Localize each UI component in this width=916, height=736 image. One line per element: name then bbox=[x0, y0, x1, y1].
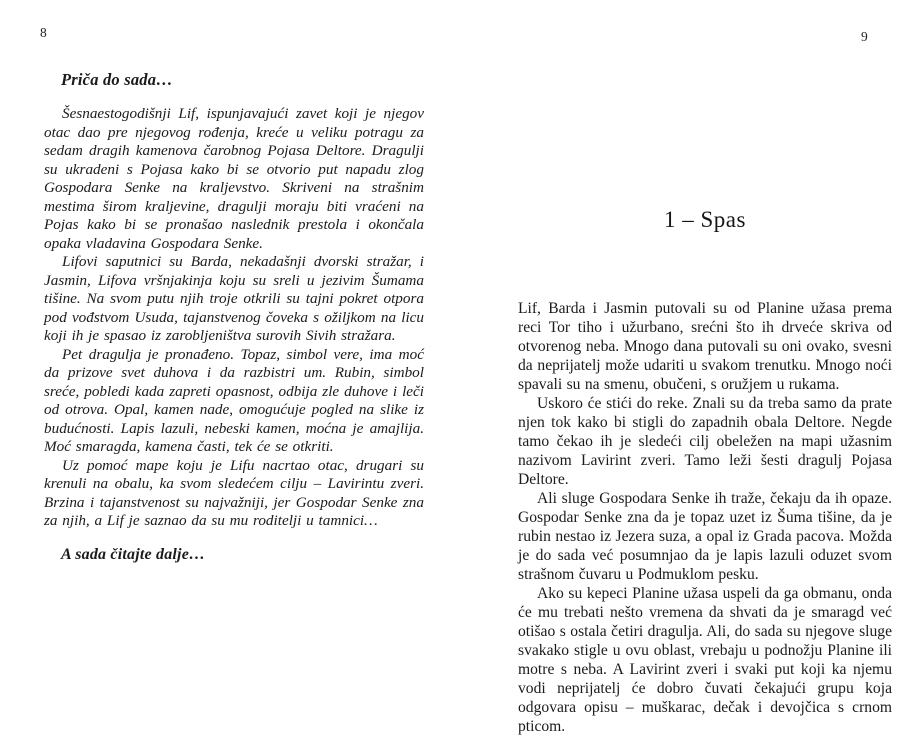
chapter-paragraph-1: Lif, Barda i Jasmin putovali su od Planine užasa prema reci Tor tiho i užurbano, srećni što ih drveće skriva od otvorenog neba. Mnogo dana putovali su oni ovako, svesni da neprijatelj može udariti u svakom trenutku. Mnogo noći spavali su na smenu, obučeni, s oružjem u rukama. bbox=[518, 300, 892, 393]
recap-closing-line: A sada čitajte dalje… bbox=[61, 545, 206, 563]
page-number-right: 9 bbox=[861, 29, 868, 44]
recap-page-text bbox=[44, 70, 424, 564]
recap-paragraph-4: Uz pomoć mape koju je Lifu nacrtao otac, drugari su krenuli na obalu, ka svom sledećem cilju – Lavirintu zveri. Brzina i tajanstvenost su najvažniji, jer Gospodar Senke zna za njih, a Lif je saznao da su mu roditelji u tamnici… bbox=[44, 456, 424, 529]
chapter-paragraph-3: Ali sluge Gospodara Senke ih traže, čekaju da ih opaze. Gospodar Senke zna da je topaz uzet iz Šuma tišine, da je rubin nestao iz Jezera suza, a opal iz Grada pacova. Možda je do sada već posumnjao da je lapis lazuli oduzet svom strašnom čuvaru u Podmuklom pesku. bbox=[518, 490, 892, 583]
recap-paragraph-1: Šesnaestogodišnji Lif, ispunjavajući zavet koji je njegov otac dao pre njegovog rođenja, kreće u veliku potragu za sedam dragih kamenova čarobnog Pojasa Deltore. Dragulji su ukradeni s Pojasa kako bi se otvorio put napadu zlog Gospodara Senke na kraljevstvo. Skriveni na strašnim mestima širom kraljevine, dragulji moraju biti vraćeni na Pojas kako bi se pronašao naslednik prestola i okončala opaka vladavina Gospodara Senke. bbox=[44, 105, 424, 252]
recap-paragraph-2: Lifovi saputnici su Barda, nekadašnji dvorski stražar, i Jasmin, Lifova vršnjakinja koju su sreli u jezivim Šumama tišine. Na svom putu njih troje otkrili su tajni pokret otpora pod vođstvom Usuda, tajanstvenog čoveka s ožiljkom na licu koji ih je spasao iz zarobljeništva surovih Sivih stražara. bbox=[44, 253, 424, 344]
chapter-paragraph-4: Ako su kepeci Planine užasa uspeli da ga obmanu, onda će mu trebati nešto vremena da shvati da je smaragd već otišao s ostala četiri dragulja. Ali, do sada su njegove sluge svakako stigle u ovu oblast, vrebaju u podnožju Planine ili motre s neba. A Lavirint zveri i svaki put koji ka njemu vodi neprijatelj će dobro čuvati čekajući grupu koja odgovara opisu – muškarac, dečak i devojčica s crnom pticom. bbox=[518, 585, 892, 735]
recap-paragraph-3: Pet dragulja je pronađeno. Topaz, simbol vere, ima moć da prizove svet duhova i da razbistri um. Rubin, simbol sreće, pobledi kada zapreti opasnost, odbija zle duhove i leči od otrova. Opal, kamen nade, omogućuje pogled na slike iz budućnosti. Lapis lazuli, nebeski kamen, moćna je amajlija. Moć smaragda, kamena časti, tek će se otkriti. bbox=[44, 345, 424, 455]
chapter-heading: 1 – Spas bbox=[664, 207, 746, 232]
chapter-paragraph-2: Uskoro će stići do reke. Znali su da treba samo da prate njen tok kako bi stigli do zapadnih obala Deltore. Negde tamo čekao ih je sledeći cilj obeležen na mapi užasnim nazivom Lavirint zveri. Tamo leži šesti dragulj Pojasa Deltore. bbox=[518, 395, 892, 488]
page-number-left: 8 bbox=[40, 25, 47, 40]
recap-heading: Priča do sada… bbox=[61, 70, 173, 89]
chapter-page-text bbox=[518, 299, 892, 736]
